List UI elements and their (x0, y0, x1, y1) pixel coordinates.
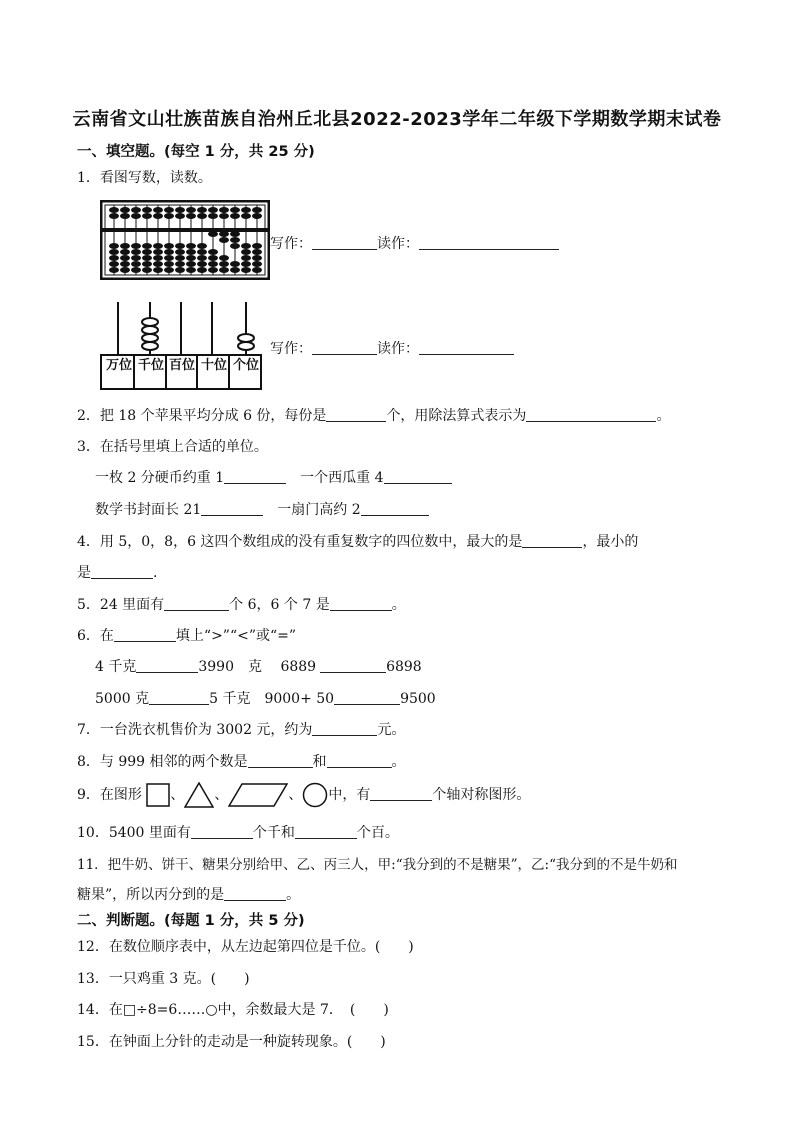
q5-text-c: 。 (391, 597, 406, 613)
q10-text-b: 个千和 (252, 825, 295, 841)
q4-text-a: 4．用 5，0，8，6 这四个数组成的没有重复数字的四位数中，最大的是 (77, 534, 523, 550)
q2-text-b: 个，用除法算式表示为 (386, 408, 527, 424)
q1-read-label-a: 读作： (377, 236, 419, 252)
question-1: 1．看图写数，读数。 (77, 170, 212, 186)
place-label-tens: 十位 (200, 358, 227, 373)
q8-blank-2[interactable] (327, 753, 392, 768)
q1-write-blank-a[interactable] (312, 235, 377, 250)
question-11: 11．把牛奶、饼干、糖果分别给甲、乙、丙三人，甲:“我分到的不是糖果”，乙:“我分到的不是牛奶和 (77, 857, 678, 873)
abacus-image (100, 200, 270, 280)
q3-text-d: 一扇门高约 2 (277, 502, 361, 518)
parallelogram-shape-icon (228, 783, 288, 807)
q1-write-label-a: 写作： (270, 236, 312, 252)
triangle-shape-icon (184, 782, 214, 808)
q6-row-2 (95, 688, 436, 708)
q3-blank-a[interactable] (224, 469, 286, 484)
question-12: 12．在数位顺序表中，从左边起第四位是千位。( ) (77, 939, 414, 955)
place-label-ten-thousands: 万位 (105, 358, 132, 373)
q2-text-a: 2．把 18 个苹果平均分成 6 份，每份是 (77, 408, 327, 424)
q10-blank-1[interactable] (191, 824, 253, 839)
q9-sep-1: 、 (170, 787, 185, 803)
q6-r2-text-a: 5000 克 (95, 691, 150, 707)
q9-sep-2: 、 (214, 787, 229, 803)
q9-text-c: 个轴对称图形。 (432, 787, 531, 803)
question-8 (77, 751, 406, 771)
q3-blank-d[interactable] (361, 501, 429, 516)
q7-blank[interactable] (312, 721, 377, 736)
q5-blank-1[interactable] (164, 596, 229, 611)
q1-read-blank-b[interactable] (419, 340, 514, 355)
q9-sep-3: 、 (288, 787, 303, 803)
q6-r1-text-a: 4 千克 (95, 659, 137, 675)
q6-r1-blank-1[interactable] (136, 658, 198, 673)
q1-write-label-b: 写作： (270, 341, 312, 357)
q2-blank-2[interactable] (526, 407, 656, 422)
q8-blank-1[interactable] (248, 753, 313, 768)
q8-text-b: 和 (312, 754, 327, 770)
q6-blank-example (114, 627, 176, 642)
q6-text-a: 6．在 (77, 628, 114, 644)
page-title: 云南省文山壮族苗族自治州丘北县2022-2023学年二年级下学期数学期末试卷 (72, 109, 722, 130)
q6-text-b: 填上“>”“<”或“=” (175, 628, 297, 644)
question-13: 13．一只鸡重 3 克。( ) (77, 971, 250, 987)
q3-blank-c[interactable] (201, 501, 263, 516)
q11-blank[interactable] (224, 886, 286, 901)
q6-r1-text-b: 3990 克 6889 (198, 659, 317, 675)
q3-text-b: 一个西瓜重 4 (300, 470, 384, 486)
question-10 (77, 822, 399, 842)
q5-blank-2[interactable] (330, 596, 392, 611)
q10-blank-2[interactable] (295, 824, 357, 839)
q11-text-c: 。 (286, 887, 301, 903)
question-15: 15．在钟面上分针的走动是一种旋转现象。( ) (77, 1034, 386, 1050)
q8-text-c: 。 (391, 754, 406, 770)
q8-text-a: 8．与 999 相邻的两个数是 (77, 754, 248, 770)
q6-row-1 (95, 656, 422, 676)
q7-text-b: 元。 (377, 722, 406, 738)
q1-answer-row-b (270, 338, 514, 358)
q5-text-b: 个 6，6 个 7 是 (229, 597, 330, 613)
q3-row-2 (95, 499, 429, 519)
square-shape-icon (146, 783, 170, 807)
q3-blank-b[interactable] (384, 469, 452, 484)
q11-text-b: 糖果”，所以丙分到的是 (77, 887, 225, 903)
place-label-ones: 个位 (232, 358, 259, 373)
q4-text-c: 是 (77, 565, 91, 581)
question-4-cont (77, 562, 157, 582)
q1-read-blank-a[interactable] (419, 235, 559, 250)
circle-shape-icon (302, 782, 328, 808)
question-11-cont (77, 884, 300, 904)
q5-text-a: 5．24 里面有 (77, 597, 165, 613)
q1-answer-row-a (270, 233, 559, 253)
question-6 (77, 625, 296, 645)
q10-text-c: 个百。 (356, 825, 399, 841)
q6-r2-text-b: 5 千克 9000+ 50 (209, 691, 335, 707)
q4-text-b: ，最小的 (582, 534, 639, 550)
q2-blank-1[interactable] (326, 407, 386, 422)
question-7 (77, 719, 405, 739)
place-label-hundreds: 百位 (168, 358, 195, 373)
q6-r1-blank-2[interactable] (320, 658, 386, 673)
q7-text-a: 7．一台洗衣机售价为 3002 元，约为 (77, 722, 313, 738)
question-9 (77, 782, 530, 808)
counting-frame-image (98, 300, 268, 392)
q1-read-label-b: 读作： (377, 341, 419, 357)
section-1-heading: 一、填空题。(每空 1 分，共 25 分) (77, 144, 315, 160)
q6-r2-text-c: 9500 (400, 691, 436, 707)
q4-blank-2[interactable] (91, 564, 153, 579)
question-2 (77, 405, 670, 425)
q10-text-a: 10．5400 里面有 (77, 825, 191, 841)
question-3: 3．在括号里填上合适的单位。 (77, 439, 268, 455)
place-label-thousands: 千位 (137, 358, 164, 373)
section-2-heading: 二、判断题。(每题 1 分，共 5 分) (77, 913, 305, 929)
question-4 (77, 531, 638, 551)
q3-text-a: 一枚 2 分硬币约重 1 (95, 470, 225, 486)
question-5 (77, 594, 406, 614)
q6-r2-blank-2[interactable] (334, 690, 400, 705)
q2-text-c: 。 (656, 408, 671, 424)
q9-blank[interactable] (370, 786, 432, 801)
q1-write-blank-b[interactable] (312, 340, 377, 355)
q6-r1-text-c: 6898 (386, 659, 422, 675)
q3-row-1 (95, 467, 452, 487)
q6-r2-blank-1[interactable] (149, 690, 209, 705)
q4-text-d: . (153, 565, 158, 581)
q4-blank-1[interactable] (522, 533, 582, 548)
q9-text-b: 中，有 (328, 787, 371, 803)
question-14: 14．在□÷8=6……○中，余数最大是 7． ( ) (77, 1002, 389, 1018)
q9-text-a: 9．在图形 (77, 787, 142, 803)
q3-text-c: 数学书封面长 21 (95, 502, 202, 518)
